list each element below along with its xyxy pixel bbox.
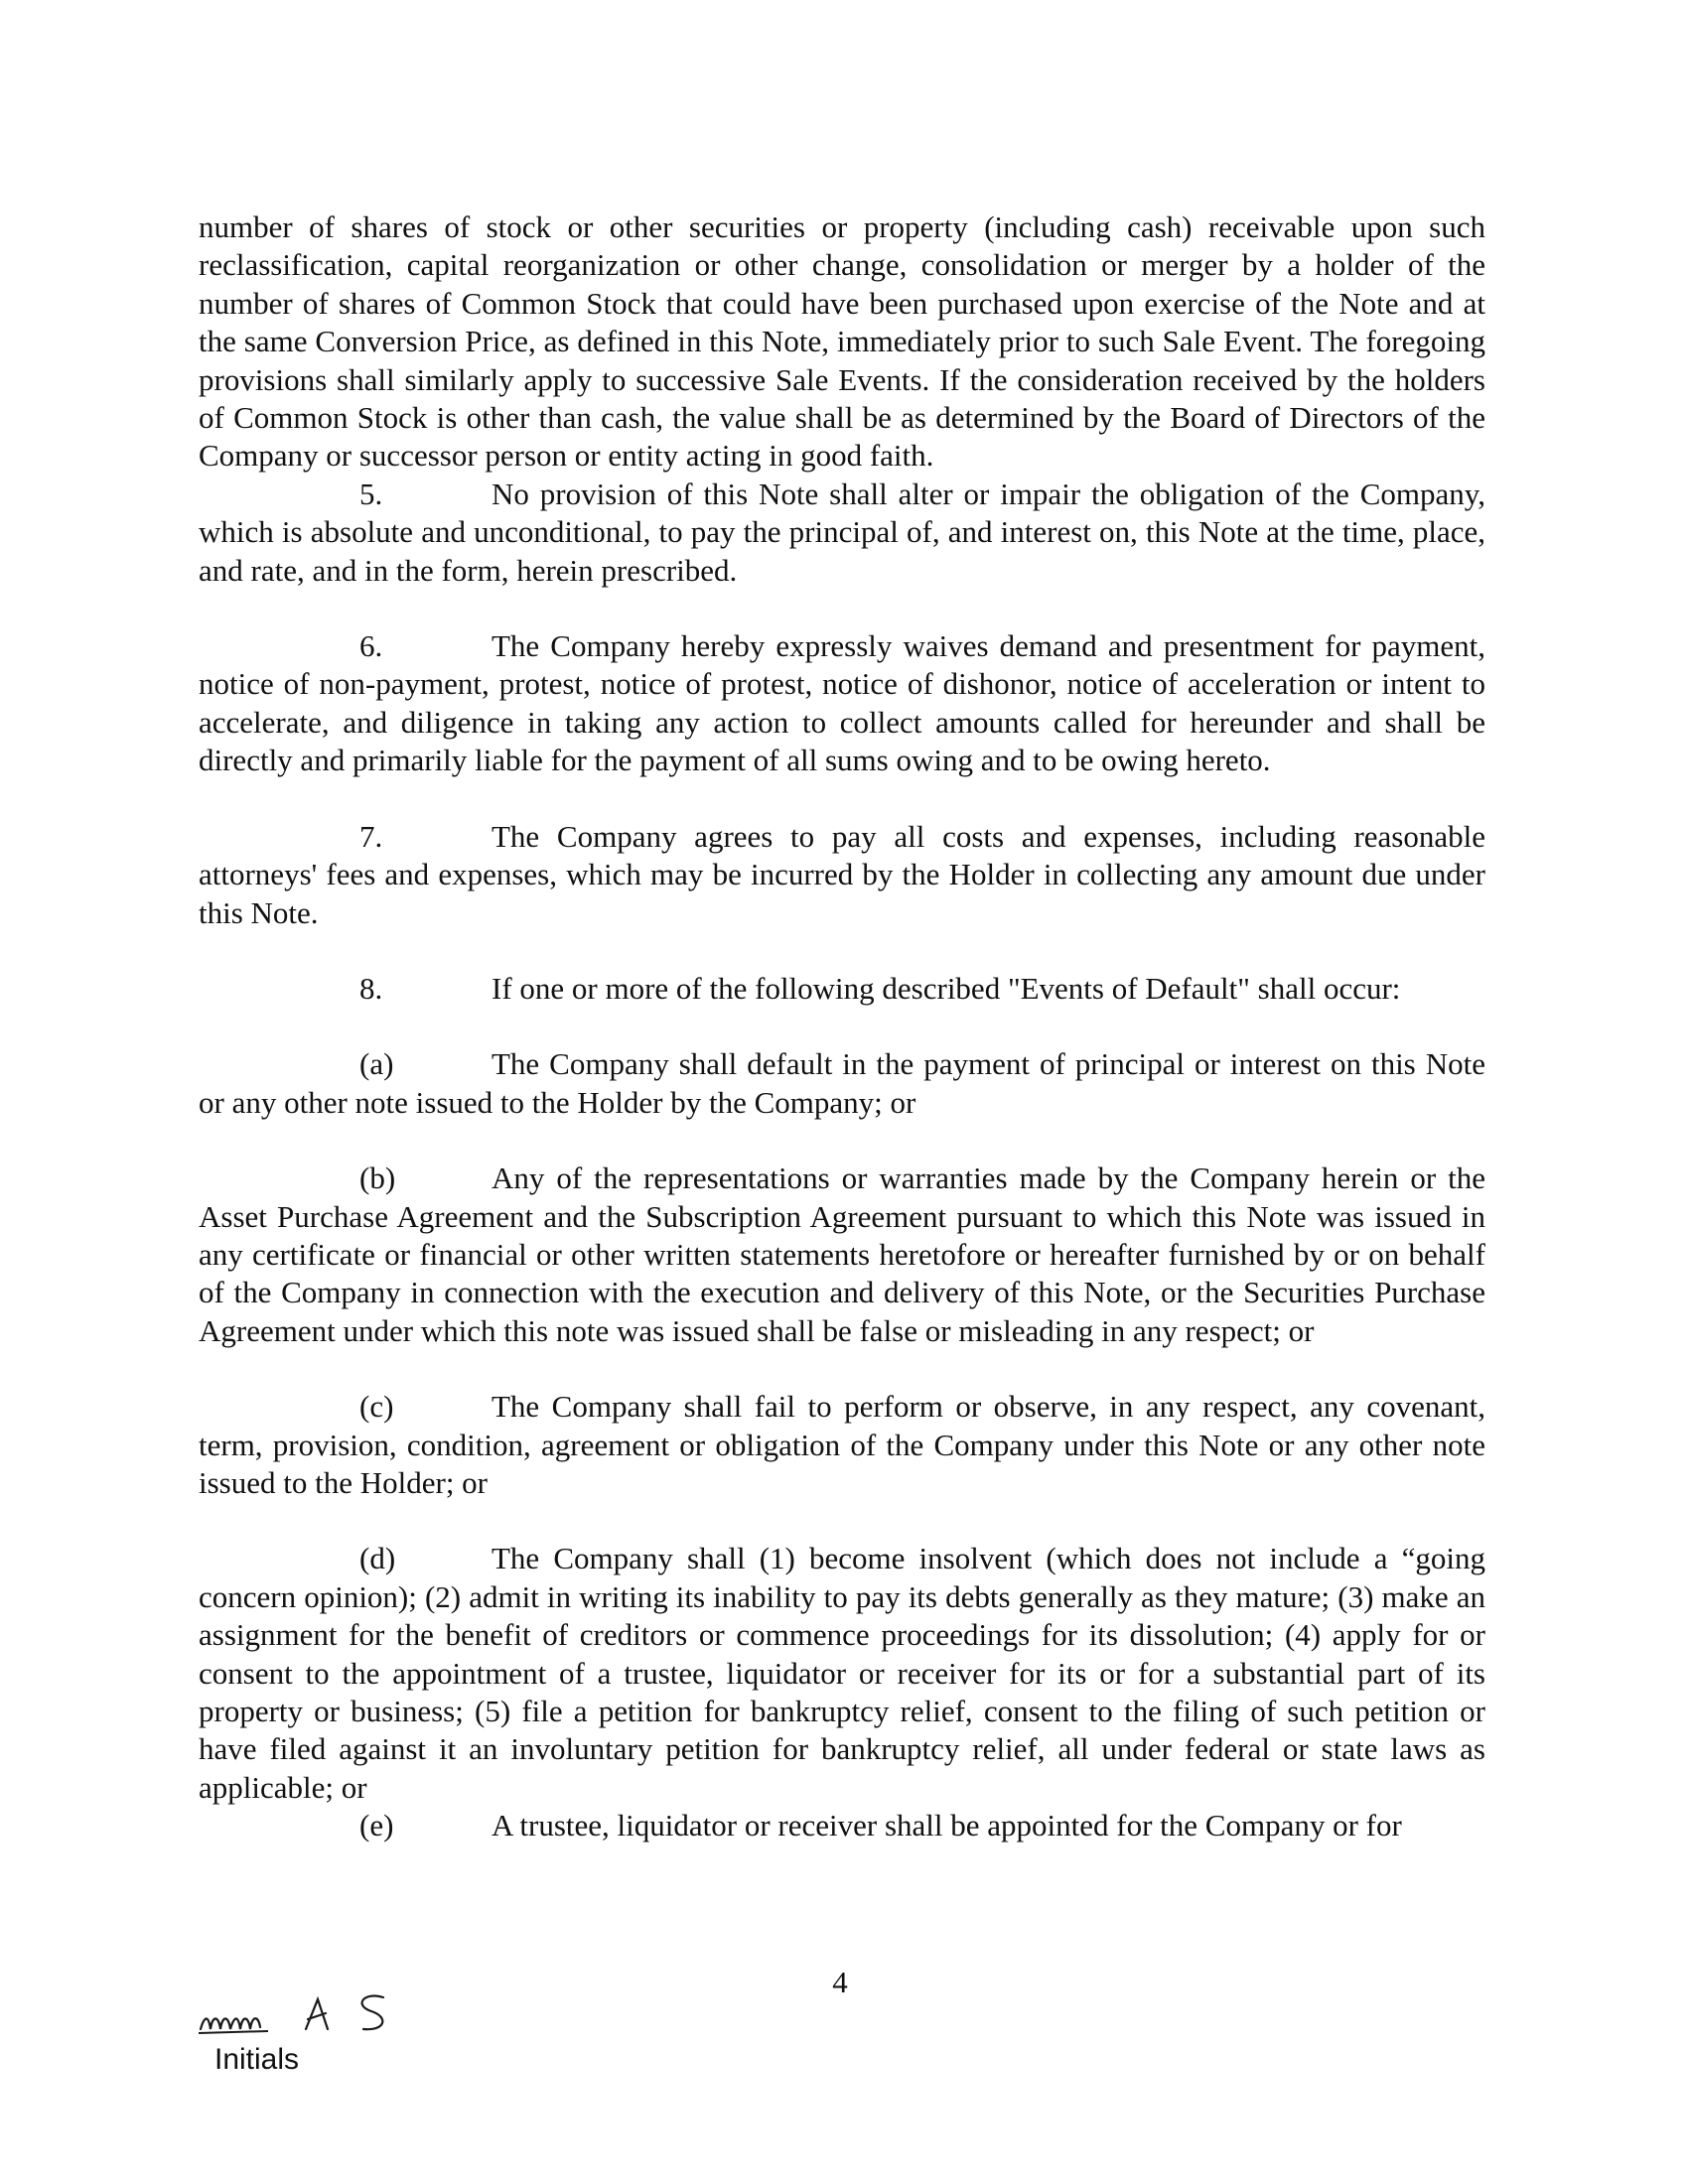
paragraph-text: Any of the representations or warranties made by the Company herein or the Asset Purchase Agreement and the Subscription Agreement pursuant to which this Note was issued in any certificate or financial or other written statements heretofore or hereafter furnished by or on behalf of the Company in connection with the execution and delivery of this Note, or the Securities Purchase Agreement under which this note was issued shall be false or misleading in any respect; or — [199, 1160, 1485, 1348]
paragraph-8 — [199, 970, 1485, 1008]
subparagraph-letter: (d) — [359, 1541, 396, 1576]
paragraph-text: If one or more of the following described "Events of Default" shall occur: — [492, 970, 1401, 1006]
paragraph-text: A trustee, liquidator or receiver shall be appointed for the Company or for — [492, 1808, 1402, 1843]
initials-label: Initials — [214, 2043, 300, 2076]
paragraph-continuation — [199, 208, 1485, 476]
subparagraph-letter: (b) — [359, 1160, 396, 1196]
handwritten-initials-signature — [195, 1985, 453, 2045]
paragraph-number: 6. — [359, 628, 383, 664]
paragraph-text: The Company hereby expressly waives demand and presentment for payment, notice of non-payment, protest, notice of protest, notice of dishonor, notice of acceleration or intent to accelerate, and diligence in taking any action to collect amounts called for hereunder and shall be directly and primarily liable for the payment of all sums owing and to be owing hereto. — [199, 628, 1485, 778]
paragraph-text: The Company agrees to pay all costs and expenses, including reasonable attorneys' fees and expenses, which may be incurred by the Holder in collecting any amount due under this Note. — [199, 818, 1485, 930]
paragraph-number: 5. — [359, 476, 383, 511]
subparagraph-c — [199, 1388, 1485, 1502]
subparagraph-letter: (e) — [359, 1808, 394, 1843]
subparagraph-b — [199, 1160, 1485, 1350]
paragraph-number: 7. — [359, 818, 383, 854]
initials-block — [195, 1985, 453, 2085]
paragraph-5 — [199, 476, 1485, 590]
paragraph-text: The Company shall fail to perform or observe, in any respect, any covenant, term, provision, condition, agreement or obligation of the Company under this Note or any other note issued to the Holder; or — [199, 1389, 1485, 1500]
subparagraph-d — [199, 1540, 1485, 1807]
subparagraph-a — [199, 1045, 1485, 1122]
paragraph-text: number of shares of stock or other securities or property (including cash) receivable upon such reclassification, capital reorganization or other change, consolidation or merger by a holder of the number of shares of Common Stock that could have been purchased upon exercise of the Note and at the same Conversion Price, as defined in this Note, immediately prior to such Sale Event. The foregoing provisions shall similarly apply to successive Sale Events. If the consideration received by the holders of Common Stock is other than cash, the value shall be as determined by the Board of Directors of the Company or successor person or entity acting in good faith. — [199, 209, 1485, 474]
paragraph-7 — [199, 818, 1485, 932]
paragraph-text: The Company shall default in the payment of principal or interest on this Note or any other note issued to the Holder by the Company; or — [199, 1046, 1485, 1120]
paragraph-number: 8. — [359, 970, 383, 1006]
document-body — [199, 208, 1485, 1845]
subparagraph-letter: (a) — [359, 1046, 394, 1082]
subparagraph-letter: (c) — [359, 1389, 394, 1425]
paragraph-text: No provision of this Note shall alter or impair the obligation of the Company, which is absolute and unconditional, to pay the principal of, and interest on, this Note at the time, place, and rate, and in the form, herein prescribed. — [199, 476, 1485, 588]
paragraph-6 — [199, 627, 1485, 780]
subparagraph-e — [199, 1807, 1485, 1844]
page-number: 4 — [832, 1965, 848, 1999]
paragraph-text: The Company shall (1) become insolvent (which does not include a “going concern opinion); (2) admit in writing its inability to pay its debts generally as they mature; (3) make an assignment for the benefit of creditors or commence proceedings for its dissolution; (4) apply for or consent to the appointment of a trustee, liquidator or receiver for its or for a substantial part of its property or business; (5) file a petition for bankruptcy relief, consent to the filing of such petition or have filed against it an involuntary petition for bankruptcy relief, all under federal or state laws as applicable; or — [199, 1541, 1485, 1805]
